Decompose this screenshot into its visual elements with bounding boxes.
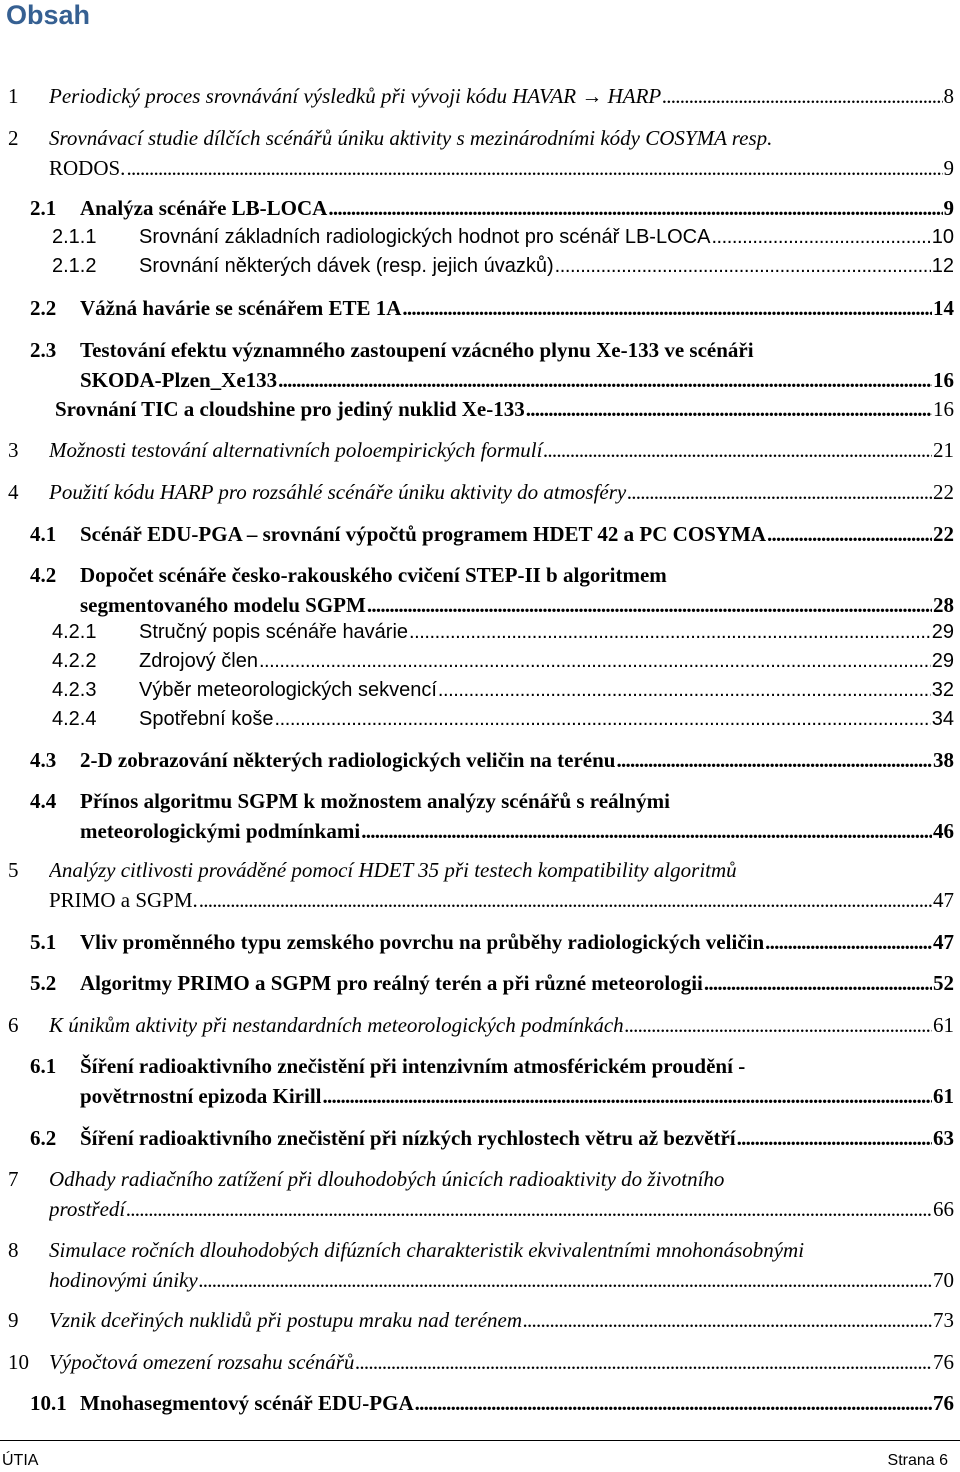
toc-entry-page: 8 [943,84,954,108]
toc-entry-title-cont: RODOS. [49,155,126,180]
toc-entry-1[interactable] [0,82,960,112]
toc-entry-4-2-2[interactable] [0,647,960,677]
toc-entry-page: 9 [943,155,954,180]
toc-entry-title: Vznik dceřiných nuklidů při postupu mraku nad terénem [49,1308,522,1332]
toc-entry-page: 52 [933,971,954,995]
toc-entry-page: 10 [931,226,954,248]
toc-entry-number: 2.2 [30,296,57,320]
toc-entry-number: 3 [8,438,19,462]
toc-entry-7[interactable] [0,1165,960,1224]
toc-entry-page: 76 [933,1350,954,1374]
toc-entry-title-cont: prostředí [49,1196,126,1221]
toc-entry-title: Analýza scénáře LB-LOCA [80,196,328,220]
toc-entry-page: 12 [931,255,954,277]
toc-entry-10[interactable] [0,1348,960,1378]
toc-entry-page: 61 [933,1013,954,1037]
toc-entry-page: 63 [933,1126,954,1150]
toc-entry-number: 4.2.2 [52,650,97,672]
toc-entry-number: 5.2 [30,971,57,995]
toc-entry-4-2-1[interactable] [0,618,960,648]
toc-entry-page: 22 [933,522,954,546]
toc-entry-page: 16 [933,367,954,392]
toc-entry-number: 10 [8,1350,29,1374]
toc-entry-page: 47 [933,887,954,912]
toc-entry-page: 34 [931,708,954,730]
toc-entry-8[interactable] [0,1236,960,1295]
toc-entry-title: 2-D zobrazování některých radiologických veličin na terénu [80,748,616,772]
toc-entry-3[interactable] [0,436,960,466]
toc-entry-title: Srovnání základních radiologických hodnot pro scénář LB-LOCA [139,226,711,248]
toc-entry-title: Šíření radioaktivního znečistění při nízkých rychlostech větru až bezvětří [80,1126,736,1150]
toc-entry-9[interactable] [0,1306,960,1336]
toc-entry-title-cont: segmentovaného modelu SGPM [80,592,366,617]
toc-entry-title: Simulace ročních dlouhodobých difúzních charakteristik ekvivalentními mnohonásobnými [49,1238,805,1262]
toc-entry-6[interactable] [0,1011,960,1041]
toc-entry-4-2[interactable] [0,561,960,620]
toc-entry-page: 76 [933,1391,954,1415]
toc-entry-page: 47 [933,930,954,954]
footer-page-number: Strana 6 [887,1452,948,1469]
toc-entry-number: 4.1 [30,522,57,546]
toc-entry-title: Šíření radioaktivního znečistění při intenzivním atmosférickém proudění - [80,1054,746,1078]
toc-entry-number: 2.1.2 [52,255,97,277]
toc-entry-page: 22 [933,480,954,504]
toc-entry-title: Vážná havárie se scénářem ETE 1A [80,296,402,320]
toc-entry-number: 1 [8,84,19,108]
toc-entry-number: 6 [8,1013,19,1037]
toc-entry-title-cont: hodinovými úniky [49,1267,198,1292]
toc-entry-title: Algoritmy PRIMO a SGPM pro reálný terén a při různé meteorologii [80,971,703,995]
toc-entry-number: 4.2.1 [52,621,97,643]
toc-entry-page: 73 [933,1308,954,1332]
toc-entry-number: 5 [8,858,19,882]
toc-entry-title: Periodický proces srovnávání výsledků při vývoji kódu HAVAR → HARP [49,84,662,108]
toc-entry-5-1[interactable] [0,928,960,958]
toc-entry-page: 38 [933,748,954,772]
toc-entry-number: 4.4 [30,789,57,813]
toc-entry-title: Odhady radiačního zatížení při dlouhodobých únicích radioaktivity do životního [49,1167,725,1191]
toc-entry-title: K únikům aktivity při nestandardních meteorologických podmínkách [49,1013,624,1037]
toc-entry-number: 6.2 [30,1126,57,1150]
toc-entry-2-2[interactable] [0,294,960,324]
toc-entry-number: 2.3 [30,338,57,362]
toc-entry-title: Testování efektu významného zastoupení vzácného plynu Xe-133 ve scénáři [80,338,754,362]
toc-entry-4-4[interactable] [0,787,960,846]
toc-entry-number: 7 [8,1167,19,1191]
toc-entry-5[interactable] [0,856,960,915]
toc-entry-number: 5.1 [30,930,57,954]
toc-entry-title-cont: PRIMO a SGPM. [49,887,198,912]
toc-entry-number: 4.2 [30,563,57,587]
footer-institution: ÚTIA [2,1452,39,1469]
toc-entry-page: 28 [933,592,954,617]
toc-entry-number: 2.1 [30,196,57,220]
toc-entry-title-cont: SKODA-Plzen_Xe133 [80,367,278,392]
toc-entry-number: 4.2.3 [52,679,97,701]
toc-entry-page: 9 [943,196,954,220]
toc-entry-title: Vliv proměnného typu zemského povrchu na průběhy radiologických veličin [80,930,765,954]
toc-entry-number: 2.1.1 [52,226,97,248]
toc-entry-title: Přínos algoritmu SGPM k možnostem analýzy scénářů s reálnými [80,789,670,813]
footer-divider [0,1440,960,1441]
toc-entry-number: 4.3 [30,748,57,772]
toc-entry-5-2[interactable] [0,969,960,999]
toc-entry-2-3[interactable] [0,336,960,395]
toc-entry-page: 21 [933,438,954,462]
toc-entry-title: Zdrojový člen [139,650,258,672]
toc-entry-page: 14 [933,296,954,320]
toc-entry-title: Mnohasegmentový scénář EDU-PGA [80,1391,414,1415]
toc-entry-number: 9 [8,1308,19,1332]
toc-entry-page: 32 [931,679,954,701]
toc-entry-4[interactable] [0,478,960,508]
toc-entry-page: 46 [933,818,954,843]
toc-entry-title: Možnosti testování alternativních poloempirických formulí [49,438,543,462]
toc-entry-page: 29 [931,650,954,672]
toc-entry-4-3[interactable] [0,746,960,776]
toc-entry-number: 4 [8,480,19,504]
page-title: Obsah [6,0,91,30]
toc-entry-2-1-2[interactable] [0,252,960,282]
toc-entry-page: 70 [933,1267,954,1292]
toc-entry-6-1[interactable] [0,1052,960,1111]
toc-entry-6-2[interactable] [0,1124,960,1154]
toc-entry-title: Použití kódu HARP pro rozsáhlé scénáře úniku aktivity do atmosféry [49,480,627,504]
toc-entry-title: Scénář EDU-PGA – srovnání výpočtů programem HDET 42 a PC COSYMA [80,522,767,546]
toc-entry-2-3-sub[interactable] [0,395,960,425]
toc-entry-page: 61 [933,1083,954,1108]
toc-entry-title: Stručný popis scénáře havárie [139,621,409,643]
toc-entry-2-1-1[interactable] [0,223,960,253]
toc-entry-title: Spotřební koše [139,708,274,730]
toc-entry-number: 2 [8,126,19,150]
toc-entry-title-cont: meteorologickými podmínkami [80,818,361,843]
toc-entry-number: 10.1 [30,1391,67,1415]
toc-entry-title: Výpočtová omezení rozsahu scénářů [49,1350,355,1374]
toc-entry-page: 66 [933,1196,954,1221]
toc-entry-4-2-3[interactable] [0,676,960,706]
toc-entry-title: Srovnání TIC a cloudshine pro jediný nuklid Xe-133 [55,397,525,421]
toc-entry-title-cont: povětrnostní epizoda Kirill [80,1083,322,1108]
toc-entry-4-1[interactable] [0,520,960,550]
toc-entry-title: Výběr meteorologických sekvencí [139,679,437,701]
toc-entry-number: 4.2.4 [52,708,97,730]
toc-entry-number: 8 [8,1238,19,1262]
toc-entry-2-1[interactable] [0,194,960,224]
toc-entry-title: Analýzy citlivosti prováděné pomocí HDET 35 při testech kompatibility algoritmů [49,858,737,882]
toc-entry-title: Srovnávací studie dílčích scénářů úniku aktivity s mezinárodními kódy COSYMA resp. [49,126,773,150]
toc-entry-title: Srovnání některých dávek (resp. jejich úvazků) [139,255,554,277]
toc-entry-number: 6.1 [30,1054,57,1078]
toc-entry-10-1[interactable] [0,1389,960,1419]
toc-entry-2[interactable] [0,124,960,183]
toc-entry-4-2-4[interactable] [0,705,960,735]
toc-entry-page: 29 [931,621,954,643]
toc-entry-title: Dopočet scénáře česko-rakouského cvičení STEP-II b algoritmem [80,563,667,587]
toc-entry-page: 16 [933,397,954,421]
